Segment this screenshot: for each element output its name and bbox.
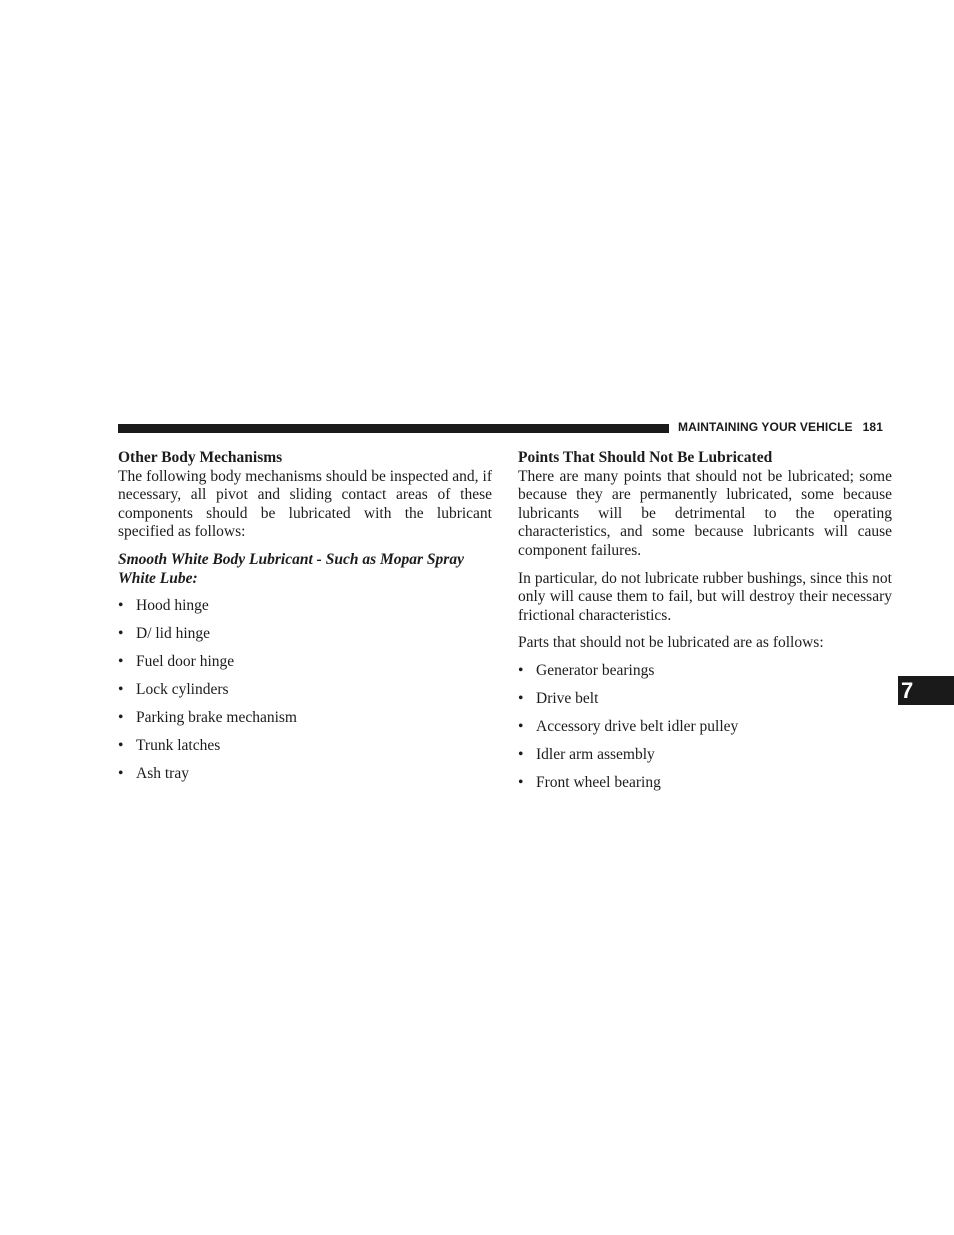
list-item: • D/ lid hinge [118, 625, 211, 643]
bullet-icon: • [118, 597, 124, 615]
bullet-icon: • [118, 625, 124, 643]
intro-paragraph: The following body mechanisms should be inspected and, if necessary, all pivot and sliding contact areas of these components should be lubricated with the lubricant specified as follows: [118, 467, 492, 541]
paragraph-1: There are many points that should not be lubricated; some because they are permanently lubricated, some because lubricants will be detrimental to the operating characteristics, and some because lubricants will cause component failures. [518, 467, 892, 559]
list-item: • Accessory drive belt idler pulley [518, 717, 739, 735]
paragraph-2: In particular, do not lubricate rubber bushings, since this not only will cause them to fail, but will destroy their necessary frictional characteristics. [518, 569, 892, 624]
lubricate-list [118, 597, 492, 784]
bullet-icon: • [118, 681, 124, 699]
paragraph-3: Parts that should not be lubricated are as follows: [518, 634, 824, 652]
no-lubricate-list [518, 662, 892, 793]
lubricant-heading: Smooth White Body Lubricant - Such as Mopar Spray White Lube: [118, 550, 464, 587]
list-item: • Parking brake mechanism [118, 709, 297, 727]
page-number: 181 [862, 420, 883, 434]
list-item: • Front wheel bearing [518, 773, 661, 791]
running-header [678, 420, 883, 434]
list-item: • Lock cylinders [118, 681, 229, 699]
left-column [118, 449, 492, 793]
list-item: • Fuel door hinge [118, 653, 235, 671]
chapter-tab: 7 [898, 676, 954, 705]
bullet-icon: • [518, 689, 524, 707]
section-title: MAINTAINING YOUR VEHICLE [678, 420, 853, 434]
list-item: • Drive belt [518, 689, 599, 707]
bullet-icon: • [518, 745, 524, 763]
list-item: • Idler arm assembly [518, 745, 655, 763]
bullet-icon: • [518, 661, 524, 679]
bullet-icon: • [118, 765, 124, 783]
bullet-icon: • [118, 653, 124, 671]
section-heading-body-mechanisms: Other Body Mechanisms [118, 449, 283, 466]
list-item: • Generator bearings [518, 661, 655, 679]
section-heading-no-lubrication: Points That Should Not Be Lubricated [518, 449, 773, 466]
bullet-icon: • [518, 773, 524, 791]
bullet-icon: • [118, 737, 124, 755]
bullet-icon: • [518, 717, 524, 735]
list-item: • Ash tray [118, 765, 189, 783]
right-column [518, 449, 892, 802]
list-item: • Trunk latches [118, 737, 221, 755]
bullet-icon: • [118, 709, 124, 727]
header-rule [118, 424, 669, 433]
list-item: • Hood hinge [118, 597, 209, 615]
